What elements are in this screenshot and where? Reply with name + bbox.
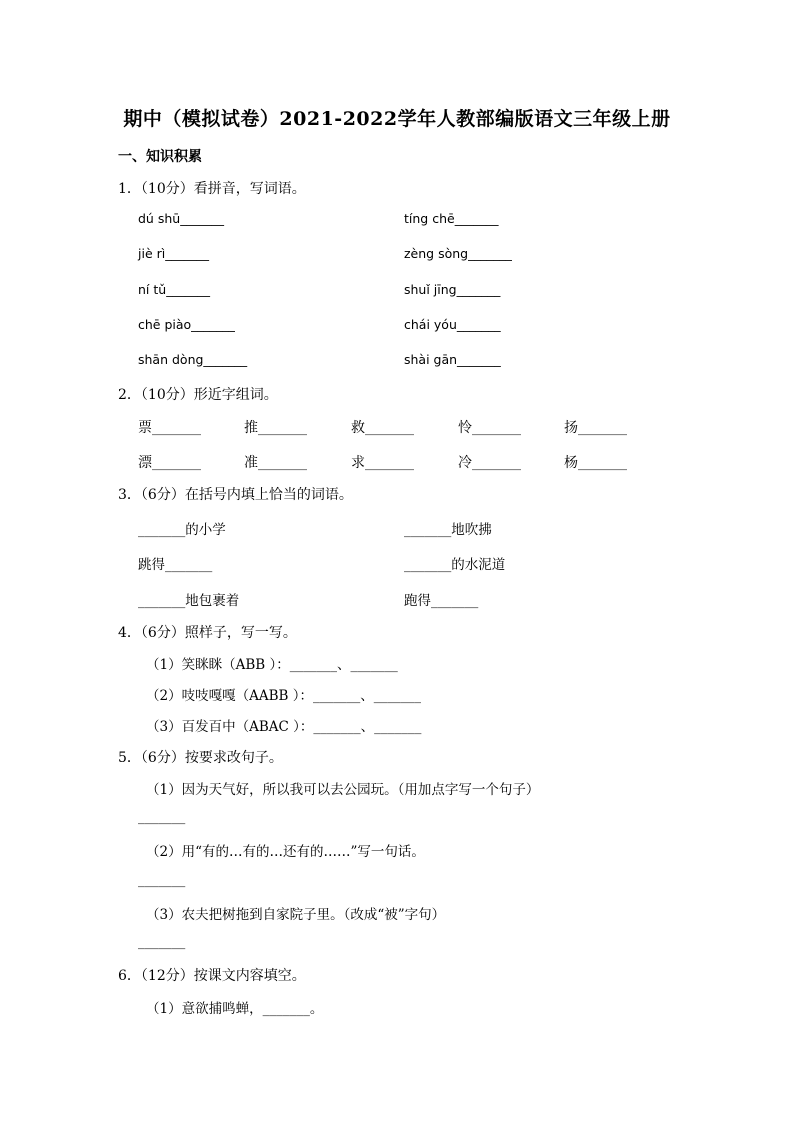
- char-item: 救_______: [351, 420, 414, 436]
- pinyin-item: chē piào_______: [138, 317, 235, 332]
- question-6-heading: 6．（12分）按课文内容填空。: [118, 968, 306, 984]
- pattern-item: （3）百发百中（ABAC ）：_______、_______: [146, 719, 422, 735]
- sentence-prompt: （2）用“有的…有的…还有的……”写一句话。: [146, 844, 425, 860]
- char-item: 票_______: [138, 420, 201, 436]
- fill-item: 跑得_______: [404, 593, 479, 609]
- char-item: 推_______: [244, 420, 307, 436]
- question-5-heading: 5．（6分）按要求改句子。: [118, 750, 283, 766]
- fill-item: _______的水泥道: [404, 557, 506, 573]
- pinyin-item: shuǐ jīng_______: [404, 282, 501, 297]
- question-4-heading: 4．（6分）照样子，写一写。: [118, 625, 297, 641]
- section-heading: 一、知识积累: [118, 149, 202, 165]
- char-item: 杨_______: [564, 455, 627, 471]
- answer-blank: _______: [138, 934, 186, 950]
- question-1-heading: 1．（10分）看拼音，写词语。: [118, 181, 306, 197]
- answer-blank: _______: [138, 809, 186, 825]
- fill-item: _______地包裹着: [138, 593, 240, 609]
- page-title: 期中（模拟试卷）2021-2022学年人教部编版语文三年级上册: [123, 108, 671, 130]
- char-item: 准_______: [244, 455, 307, 471]
- char-item: 冷_______: [458, 455, 521, 471]
- pinyin-item: zèng sòng_______: [404, 246, 512, 261]
- pinyin-item: jiè rì_______: [138, 246, 209, 261]
- question-2-heading: 2．（10分）形近字组词。: [118, 387, 278, 403]
- pattern-item: （1）笑眯眯（ABB ）：_______、_______: [146, 657, 398, 673]
- pinyin-item: shān dòng_______: [138, 352, 248, 367]
- pinyin-item: ní tǔ_______: [138, 282, 210, 297]
- fill-item: _______地吹拂: [404, 522, 492, 538]
- pinyin-item: dú shū_______: [138, 211, 224, 226]
- char-item: 求_______: [351, 455, 414, 471]
- pinyin-item: shài gān_______: [404, 352, 501, 367]
- pattern-item: （2）吱吱嘎嘎（AABB ）：_______、_______: [146, 688, 421, 704]
- pinyin-item: tíng chē_______: [404, 211, 499, 226]
- sentence-prompt: （1）意欲捕鸣蝉，_______。: [146, 1001, 324, 1017]
- pinyin-item: chái yóu_______: [404, 317, 501, 332]
- question-3-heading: 3．（6分）在括号内填上恰当的词语。: [118, 487, 353, 503]
- answer-blank: _______: [138, 872, 186, 888]
- char-item: 漂_______: [138, 455, 201, 471]
- sentence-prompt: （3）农夫把树拖到自家院子里。（改成“被”字句）: [146, 907, 446, 923]
- char-item: 怜_______: [458, 420, 521, 436]
- fill-item: _______的小学: [138, 522, 226, 538]
- sentence-prompt: （1）因为天气好，所以我可以去公园玩。（用加点字写一个句子）: [146, 782, 540, 798]
- char-item: 扬_______: [564, 420, 627, 436]
- fill-item: 跳得_______: [138, 557, 213, 573]
